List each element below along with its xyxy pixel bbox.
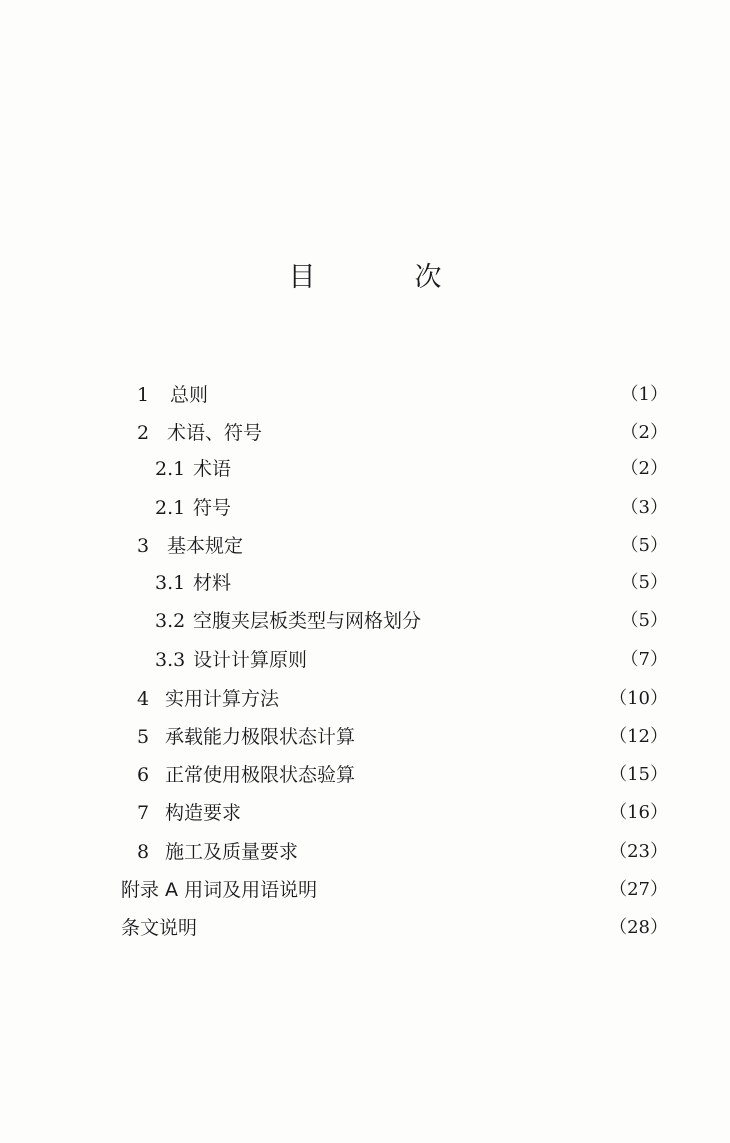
toc-entry-label: 空腹夹层板类型与网格划分	[193, 609, 422, 632]
toc-leader-dots	[249, 537, 617, 556]
toc-entry-number: 8	[137, 840, 150, 863]
toc-entry-number: 2.1	[155, 457, 186, 480]
toc-entry-label: 承载能力极限状态计算	[165, 725, 356, 748]
toc-entry-label: 基本规定	[167, 534, 244, 557]
toc-entry-number: 4	[137, 687, 150, 710]
page-title: 目 次	[288, 262, 478, 293]
toc-entry-page: （10）	[609, 688, 668, 709]
toc-entry[interactable]	[137, 683, 668, 715]
toc-entry-page: （7）	[620, 649, 668, 670]
toc-entry-label: 符号	[193, 496, 232, 519]
toc-entry-page: （5）	[620, 535, 668, 556]
toc-leader-dots	[214, 386, 617, 405]
toc-leader-dots	[285, 690, 605, 709]
toc-entry-page: （12）	[609, 726, 668, 747]
toc-entry[interactable]	[155, 492, 668, 524]
toc-entry-page: （28）	[609, 917, 668, 938]
toc-entry[interactable]	[137, 379, 668, 411]
toc-leader-dots	[427, 612, 617, 631]
toc-leader-dots	[323, 881, 605, 900]
toc-entry-number: 5	[137, 725, 150, 748]
toc-leader-dots	[313, 651, 617, 670]
toc-leader-dots	[268, 424, 617, 443]
toc-entry-page: （16）	[609, 802, 668, 823]
toc-entry[interactable]	[137, 417, 668, 449]
toc-entry-number: 3.2	[155, 609, 186, 632]
toc-entry-label: 术语	[193, 457, 232, 480]
toc-entry-page: （2）	[620, 422, 668, 443]
toc-entry[interactable]	[137, 721, 668, 753]
toc-entry-number: 2	[137, 421, 150, 444]
toc-entry[interactable]	[155, 644, 668, 676]
toc-entry[interactable]	[137, 797, 668, 829]
toc-entry-label: 正常使用极限状态验算	[165, 763, 356, 786]
toc-entry[interactable]	[121, 874, 668, 906]
toc-leader-dots	[237, 460, 617, 479]
toc-entry[interactable]	[137, 836, 668, 868]
toc-entry-number: 3.3	[155, 648, 186, 671]
toc-entry-number: 6	[137, 763, 150, 786]
toc-entry[interactable]	[155, 453, 668, 485]
toc-entry-label: 附录 A 用词及用语说明	[121, 878, 318, 901]
toc-entry-page: （2）	[620, 458, 668, 479]
toc-entry-label: 设计计算原则	[193, 648, 308, 671]
toc-leader-dots	[361, 728, 605, 747]
toc-entry[interactable]	[137, 530, 668, 562]
toc-entry-label: 术语、符号	[167, 421, 263, 444]
toc-entry-label: 施工及质量要求	[165, 840, 299, 863]
toc-entry-number: 3.1	[155, 571, 186, 594]
toc-leader-dots	[361, 766, 605, 785]
toc-entry[interactable]	[155, 567, 668, 599]
toc-entry-page: （15）	[609, 764, 668, 785]
toc-entry-page: （23）	[609, 841, 668, 862]
toc-entry-number: 3	[137, 534, 150, 557]
toc-entry-label: 总则	[170, 383, 209, 406]
toc-entry-page: （3）	[620, 497, 668, 518]
toc-entry-label: 材料	[193, 571, 232, 594]
toc-leader-dots	[237, 499, 617, 518]
toc-entry[interactable]	[121, 912, 668, 944]
toc-entry[interactable]	[155, 605, 668, 637]
toc-entry-page: （1）	[620, 384, 668, 405]
toc-entry-label: 实用计算方法	[165, 687, 280, 710]
toc-leader-dots	[304, 843, 605, 862]
toc-entry-page: （5）	[620, 572, 668, 593]
toc-entry-number: 7	[137, 801, 150, 824]
toc-entry-page: （27）	[609, 879, 668, 900]
toc-entry-number: 2.1	[155, 496, 186, 519]
toc-entry-number: 1	[137, 383, 150, 406]
toc-leader-dots	[237, 574, 617, 593]
toc-leader-dots	[247, 804, 605, 823]
toc-entry-label: 构造要求	[165, 801, 242, 824]
toc-entry-label: 条文说明	[121, 916, 198, 939]
toc-entry[interactable]	[137, 759, 668, 791]
toc-entry-page: （5）	[620, 610, 668, 631]
toc-leader-dots	[211, 919, 605, 938]
